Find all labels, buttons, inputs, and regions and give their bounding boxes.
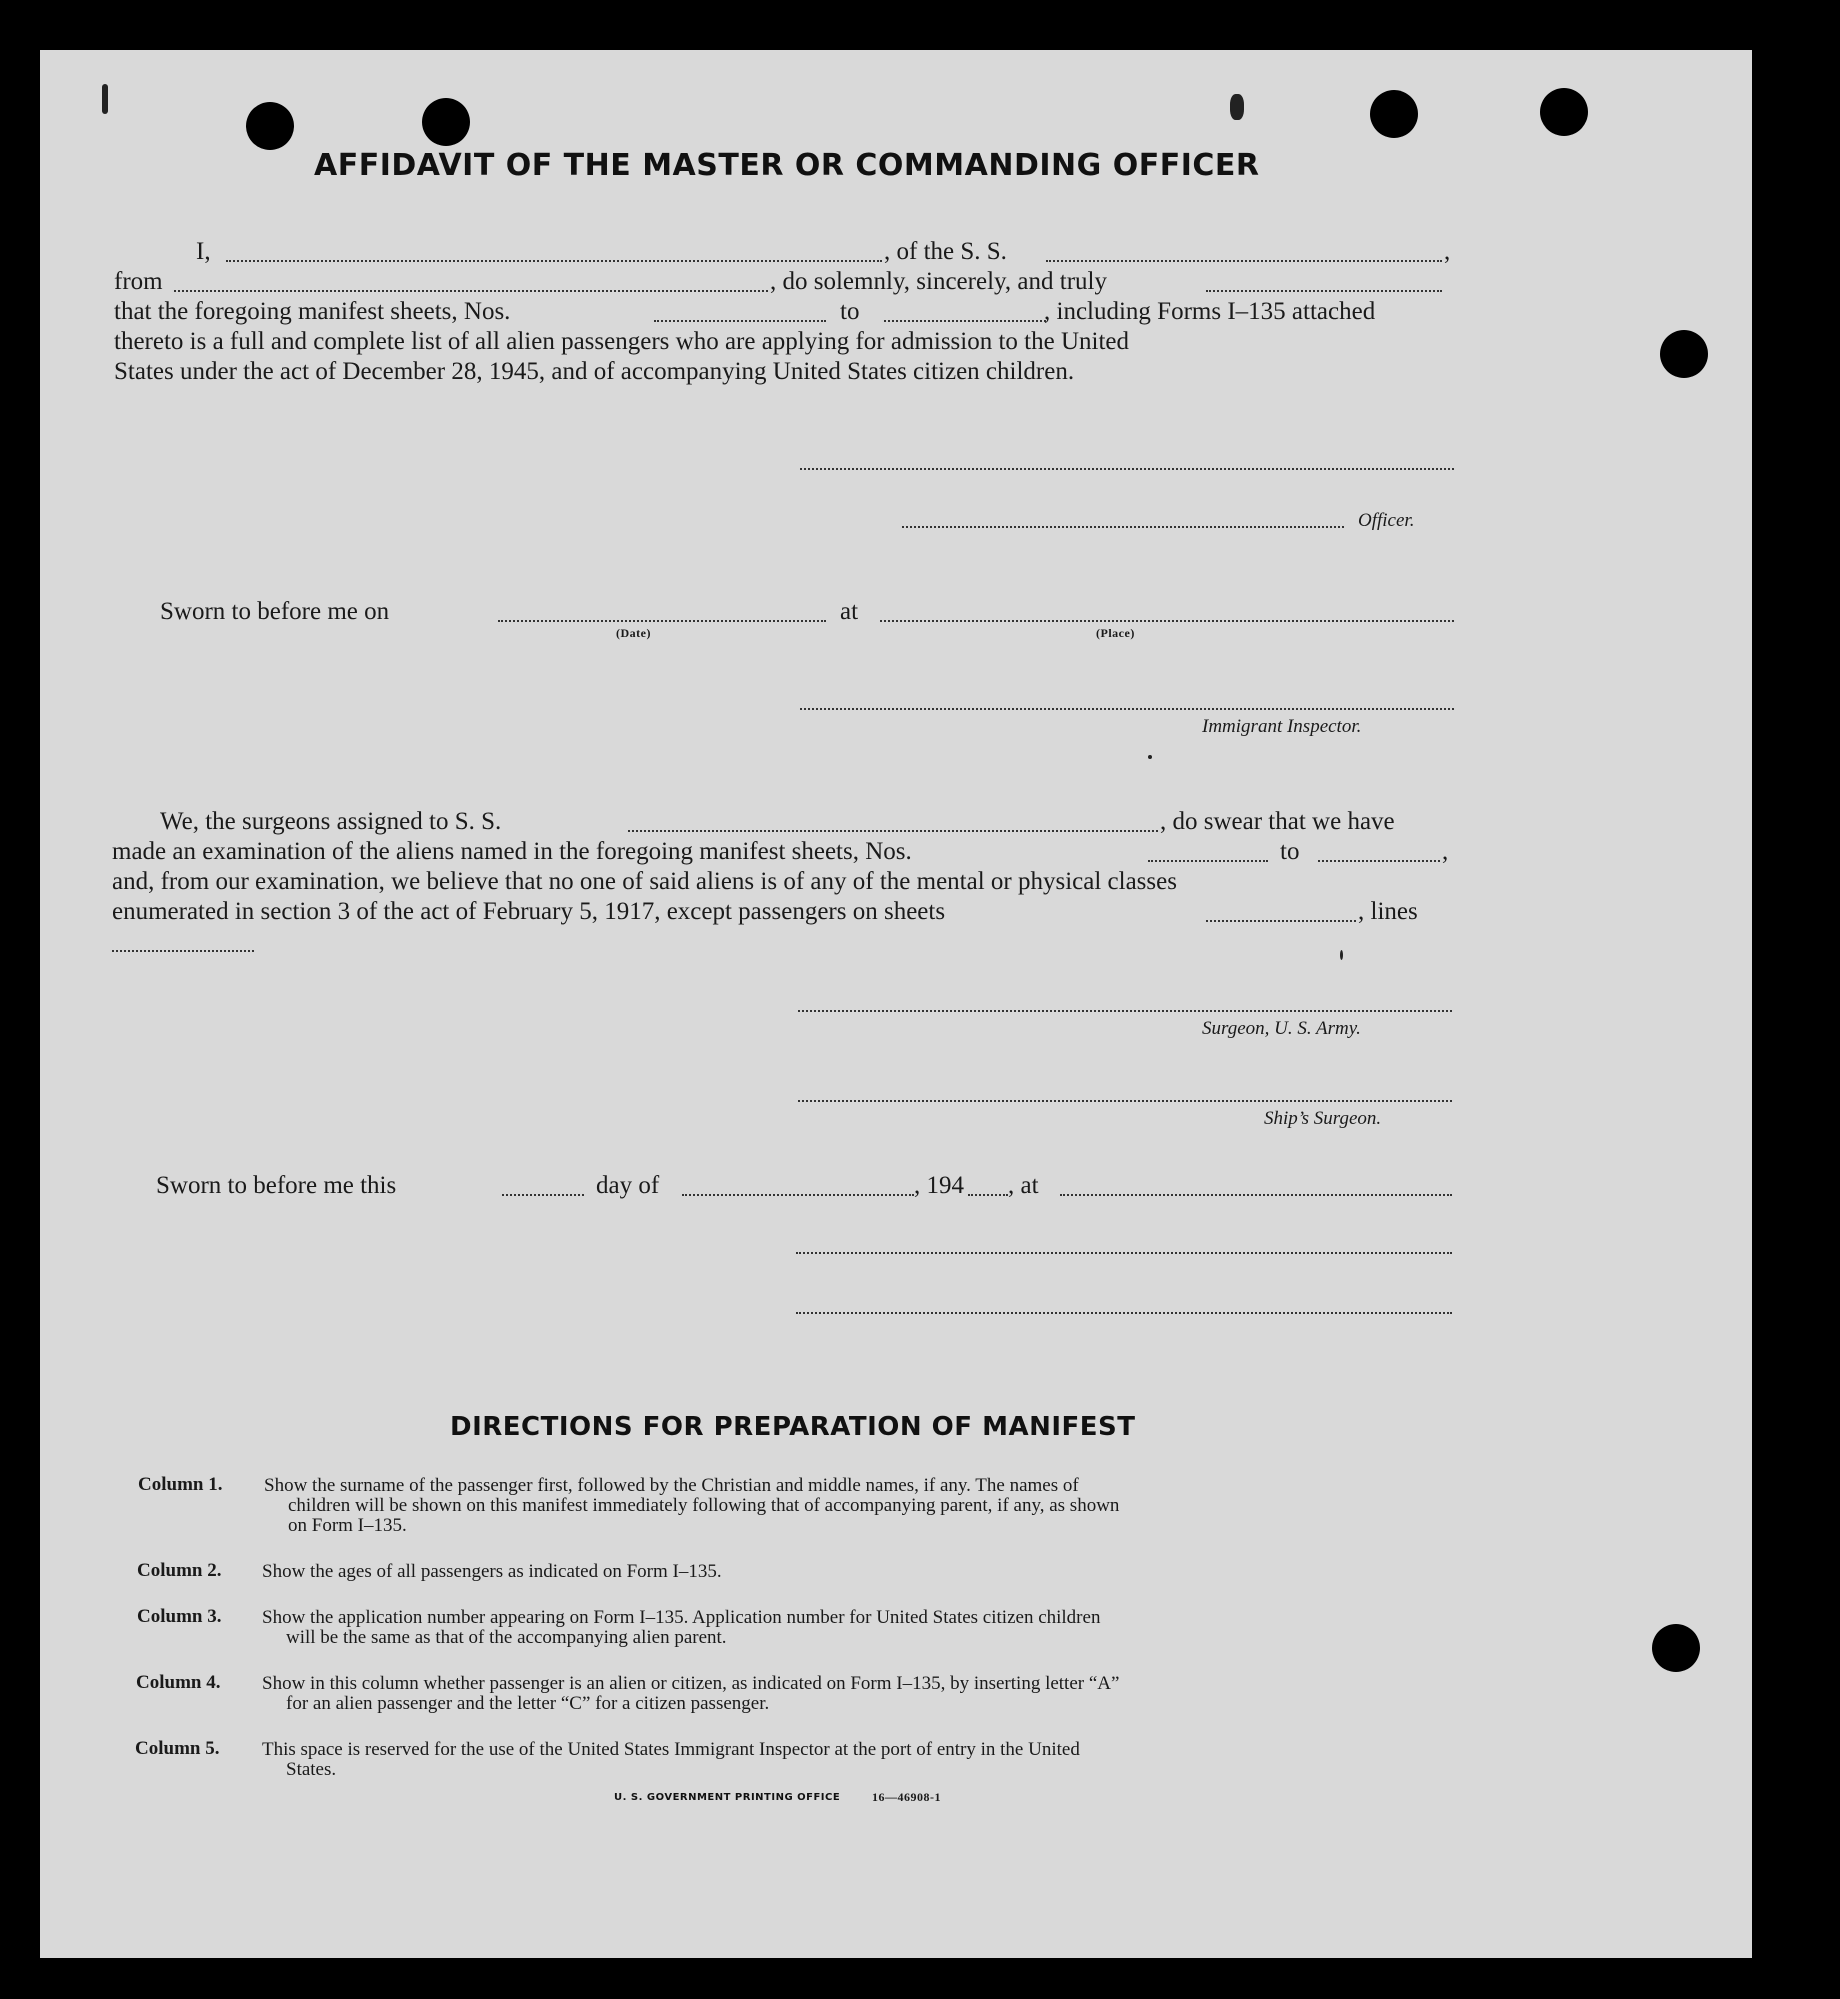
direction-label: Column 3. [137, 1606, 222, 1627]
sheet-from-field[interactable] [654, 320, 826, 322]
surgeons-line3: and, from our examination, we believe that no one of said aliens is of any of the mental or physical classes [112, 868, 1177, 895]
inspector-caption: Immigrant Inspector. [1202, 716, 1362, 737]
direction-text: will be the same as that of the accompanying alien parent. [286, 1627, 727, 1648]
punch-hole [246, 102, 294, 150]
sworn-at2-label: , at [1008, 1172, 1039, 1199]
direction-text: States. [286, 1759, 337, 1780]
sworn-dayof-label: day of [596, 1172, 660, 1199]
ship-surgeon-signature-line[interactable] [798, 1100, 1452, 1102]
direction-text: Show the surname of the passenger first, followed by the Christian and middle names, if any. The names of [264, 1475, 1079, 1496]
affidavit-line3-lead: that the foregoing manifest sheets, Nos. [114, 298, 511, 325]
except-sheets-field[interactable] [1206, 920, 1356, 922]
surgeons-line2-to: to [1280, 838, 1300, 865]
surgeons-line4-tail: , lines [1358, 898, 1418, 925]
ink-mark [1148, 755, 1152, 759]
surgeon-ship-field[interactable] [628, 830, 1158, 832]
ink-mark [1230, 94, 1244, 120]
date-caption: (Date) [616, 626, 651, 640]
surgeons-line4-lead: enumerated in section 3 of the act of February 5, 1917, except passengers on sheets [112, 898, 946, 925]
direction-text: for an alien passenger and the letter “C” for a citizen passenger. [286, 1693, 770, 1714]
master-name-field[interactable] [226, 260, 882, 262]
direction-text: children will be shown on this manifest immediately following that of accompanying parent, if any, as shown [288, 1495, 1120, 1516]
exam-sheet-from-field[interactable] [1148, 860, 1268, 862]
punch-hole [1370, 90, 1418, 138]
affidavit-line1-ship: , of the S. S. [884, 238, 1007, 265]
affidavit-line2-text: , do solemnly, sincerely, and truly [770, 268, 1107, 295]
affidavit-line3-tail: , including Forms I–135 attached [1044, 298, 1376, 325]
sworn-month-field[interactable] [682, 1194, 914, 1196]
ink-mark [102, 84, 108, 114]
surgeons-line2-comma: , [1442, 838, 1449, 865]
form-page [40, 50, 1752, 1958]
surgeons-line2-lead: made an examination of the aliens named in the foregoing manifest sheets, Nos. [112, 838, 912, 865]
affidavit-line1-lead: I, [196, 238, 211, 265]
officer-title-line[interactable] [902, 526, 1344, 528]
surgeons-line1-lead: We, the surgeons assigned to S. S. [160, 808, 502, 835]
direction-label: Column 1. [138, 1474, 223, 1495]
sworn-year-field[interactable] [968, 1194, 1008, 1196]
punch-hole [1652, 1624, 1700, 1672]
sworn-at-label: at [840, 598, 859, 625]
affidavit-title: AFFIDAVIT OF THE MASTER OR COMMANDING OFFICER [314, 148, 1260, 183]
exam-sheet-to-field[interactable] [1318, 860, 1440, 862]
direction-label: Column 5. [135, 1738, 220, 1759]
direction-text: on Form I–135. [288, 1515, 407, 1536]
punch-hole [1540, 88, 1588, 136]
direction-text: Show the application number appearing on Form I–135. Application number for United States citizen children [262, 1607, 1101, 1628]
sworn-year-label: , 194 [914, 1172, 964, 1199]
sheet-to-field[interactable] [884, 320, 1046, 322]
printing-office-imprint: U. S. GOVERNMENT PRINTING OFFICE [614, 1792, 841, 1803]
surgeons-line1-tail: , do swear that we have [1160, 808, 1395, 835]
affidavit-line1-comma: , [1444, 238, 1451, 265]
departure-port-field[interactable] [174, 290, 768, 292]
sworn-date-field[interactable] [498, 620, 826, 622]
sworn-this-label: Sworn to before me this [156, 1172, 397, 1199]
sworn-place2-field[interactable] [1060, 1194, 1452, 1196]
oath-type-field[interactable] [1206, 290, 1442, 292]
punch-hole [1660, 330, 1708, 378]
affidavit-line3-to: to [840, 298, 860, 325]
punch-hole [422, 98, 470, 146]
direction-text: This space is reserved for the use of the United States Immigrant Inspector at the port of entry in the United [262, 1739, 1080, 1760]
directions-title: DIRECTIONS FOR PREPARATION OF MANIFEST [450, 1412, 1136, 1442]
direction-text: Show in this column whether passenger is an alien or citizen, as indicated on Form I–135, by inserting letter “A” [262, 1673, 1120, 1694]
sworn-day-field[interactable] [502, 1194, 584, 1196]
direction-label: Column 2. [137, 1560, 222, 1581]
official-title-line[interactable] [796, 1312, 1452, 1314]
place-caption: (Place) [1096, 626, 1135, 640]
inspector-signature-line[interactable] [800, 708, 1454, 710]
ship-surgeon-caption: Ship’s Surgeon. [1264, 1108, 1382, 1129]
direction-label: Column 4. [136, 1672, 221, 1693]
officer-caption: Officer. [1358, 510, 1415, 531]
form-code: 16—46908-1 [872, 1790, 941, 1804]
affidavit-line4: thereto is a full and complete list of all alien passengers who are applying for admission to the United [114, 328, 1130, 355]
ship-name-field[interactable] [1046, 260, 1442, 262]
affidavit-line5: States under the act of December 28, 1945, and of accompanying United States citizen children. [114, 358, 1075, 385]
direction-text: Show the ages of all passengers as indicated on Form I–135. [262, 1561, 722, 1582]
sworn-place-field[interactable] [880, 620, 1454, 622]
official-signature-line[interactable] [796, 1252, 1452, 1254]
affidavit-line2-lead: from [114, 268, 163, 295]
officer-signature-line[interactable] [800, 468, 1454, 470]
army-surgeon-caption: Surgeon, U. S. Army. [1202, 1018, 1361, 1039]
army-surgeon-signature-line[interactable] [798, 1010, 1452, 1012]
ink-mark [1340, 950, 1343, 960]
sworn-on-label: Sworn to before me on [160, 598, 390, 625]
except-lines-field[interactable] [112, 950, 254, 952]
